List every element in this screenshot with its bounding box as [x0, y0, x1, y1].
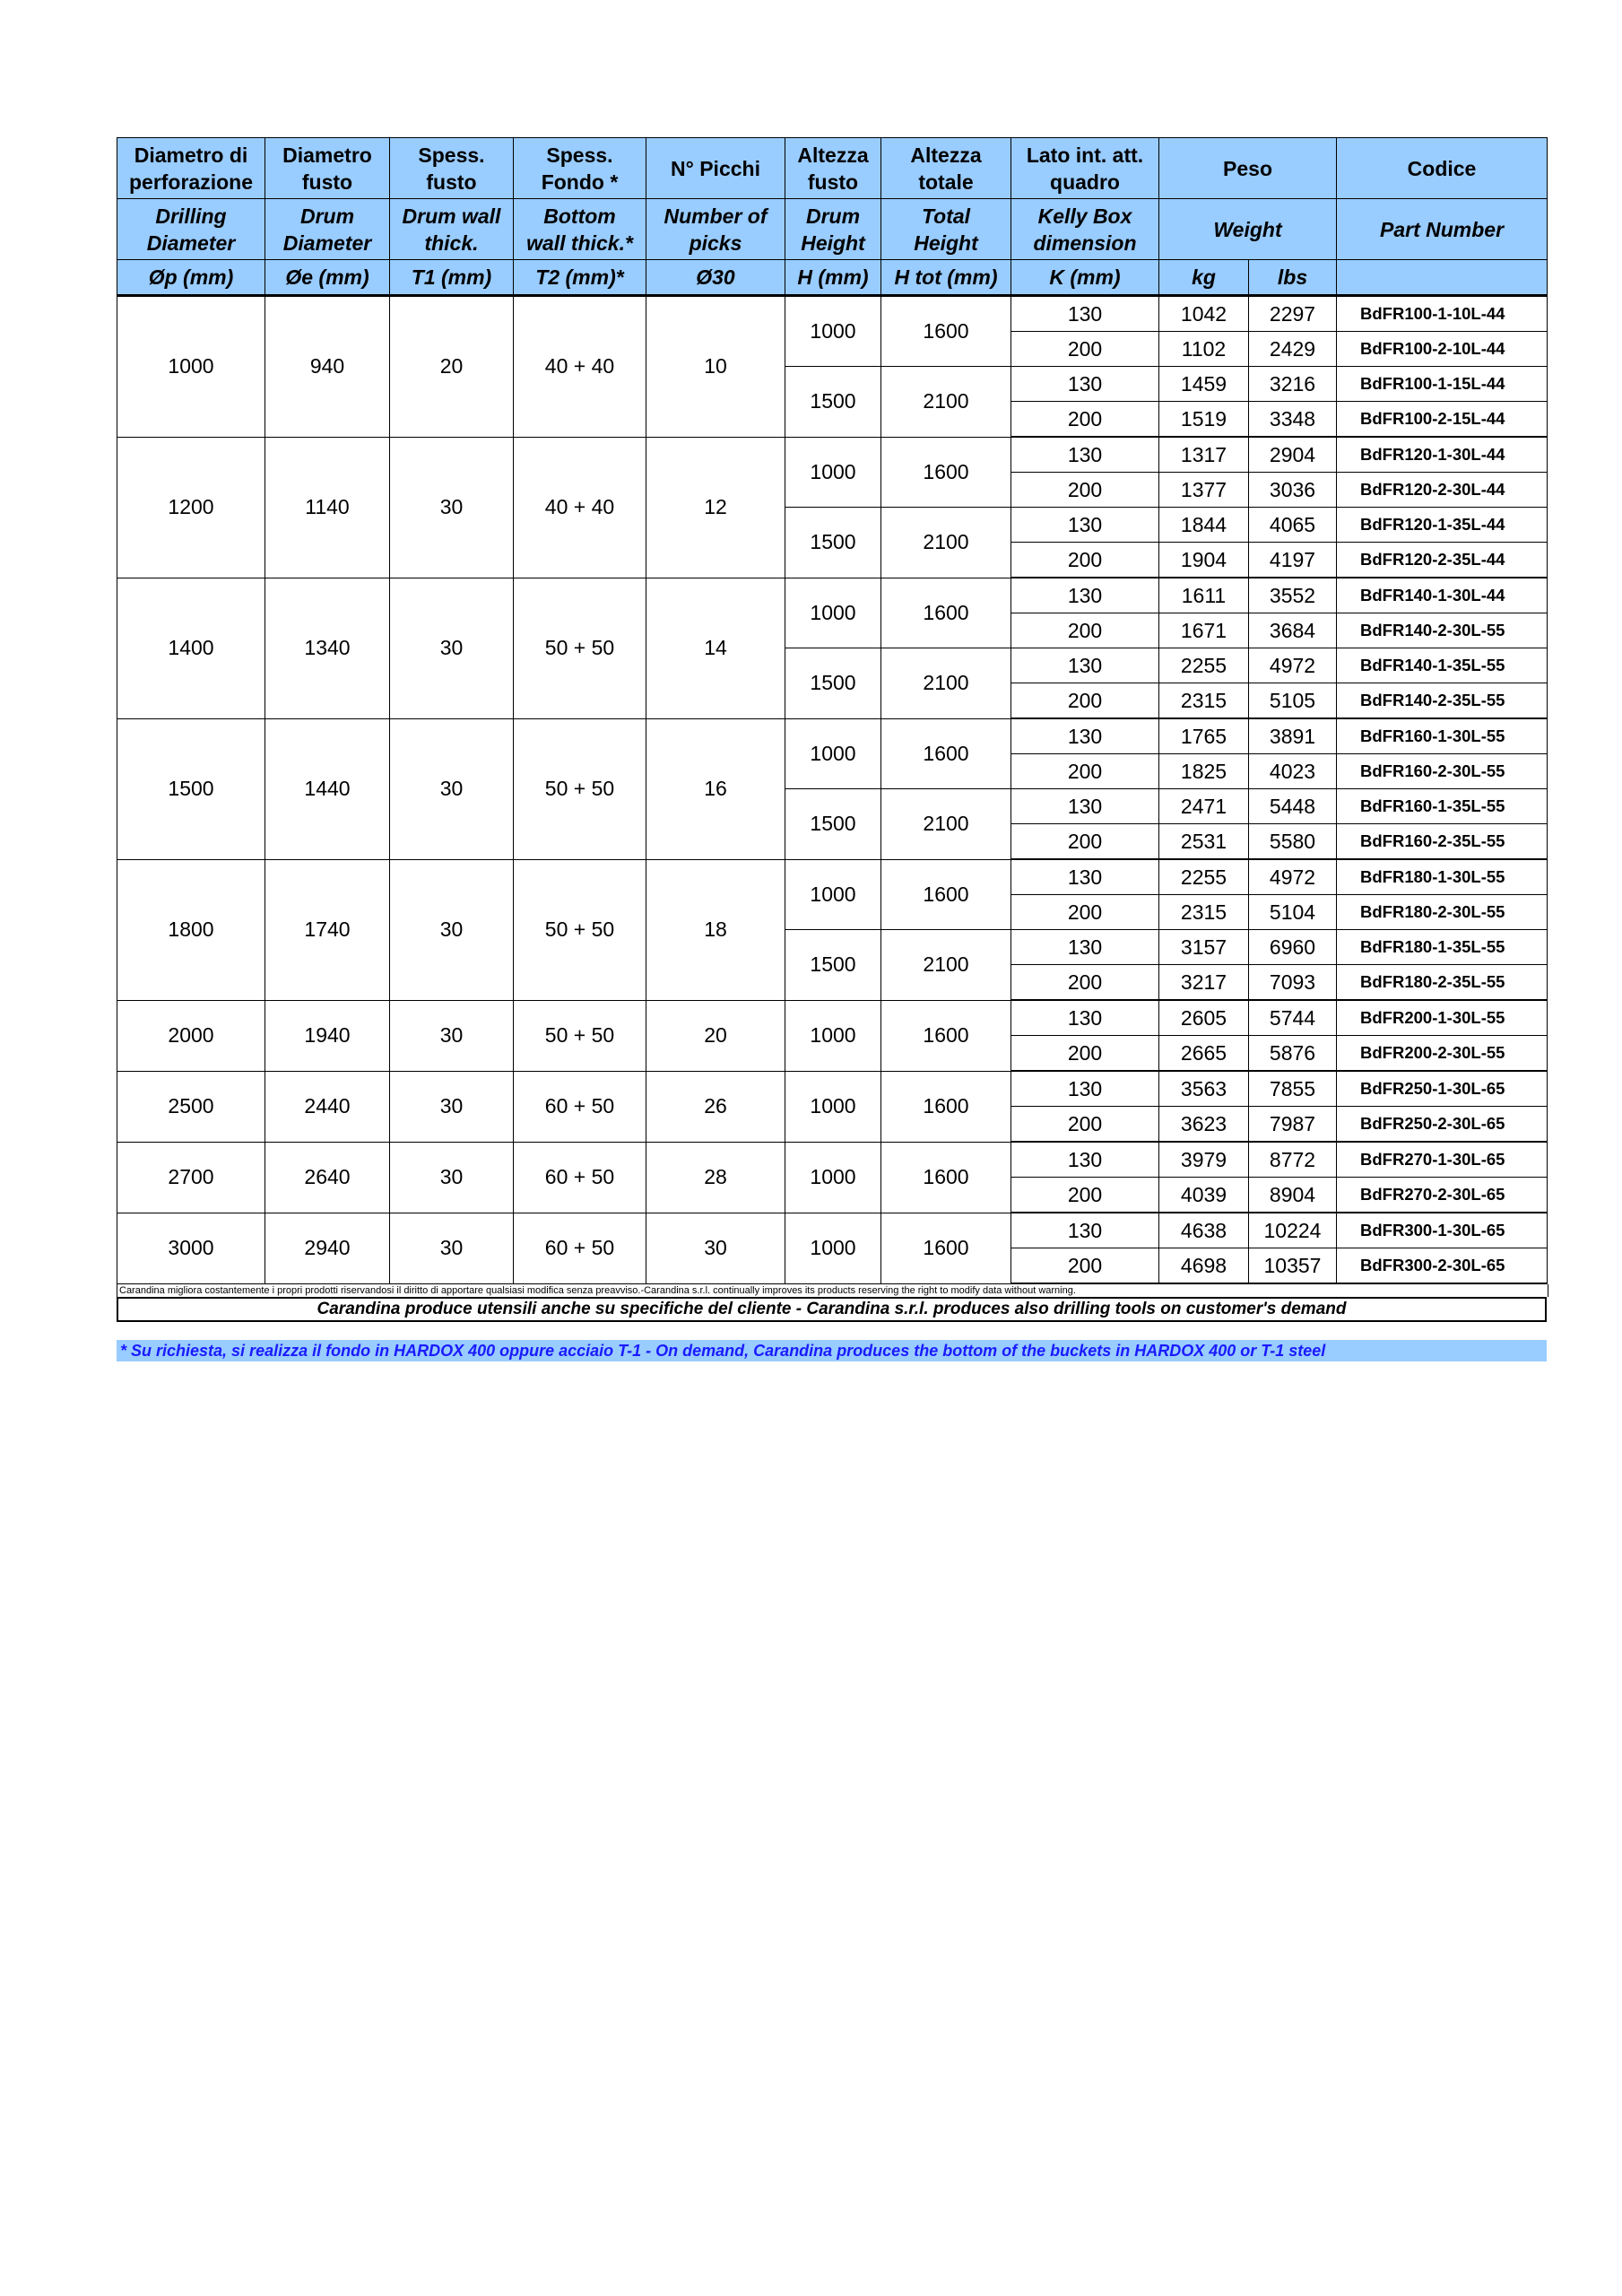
total-height-cell: 2100 [881, 648, 1011, 719]
weight-lbs-cell: 8904 [1249, 1178, 1337, 1213]
drum-diameter-cell: 940 [265, 296, 390, 438]
kelly-box-cell: 200 [1011, 473, 1159, 508]
weight-lbs-cell: 5105 [1249, 683, 1337, 719]
picks-cell: 10 [646, 296, 785, 438]
header-cell: Codice [1337, 138, 1548, 199]
weight-kg-cell: 1765 [1159, 718, 1249, 754]
kelly-box-cell: 200 [1011, 402, 1159, 438]
drilling-bucket-table [117, 137, 1548, 1284]
part-number-cell: BdFR300-2-30L-65 [1337, 1248, 1548, 1284]
drum-wall-thick-cell: 30 [390, 578, 514, 718]
part-number-cell: BdFR270-1-30L-65 [1337, 1142, 1548, 1178]
drilling-diameter-cell: 1000 [117, 296, 265, 438]
drum-height-cell: 1500 [785, 648, 881, 719]
unit-cell: Øe (mm) [265, 260, 390, 296]
weight-kg-cell: 2531 [1159, 824, 1249, 860]
drum-height-cell: 1000 [785, 578, 881, 648]
table-row [117, 437, 1548, 473]
drum-height-cell: 1000 [785, 1000, 881, 1071]
drilling-diameter-cell: 1500 [117, 718, 265, 859]
weight-lbs-cell: 10357 [1249, 1248, 1337, 1284]
total-height-cell: 2100 [881, 930, 1011, 1001]
unit-cell: lbs [1249, 260, 1337, 296]
drum-diameter-cell: 1140 [265, 437, 390, 578]
part-number-cell: BdFR140-2-35L-55 [1337, 683, 1548, 719]
unit-cell: Ø30 [646, 260, 785, 296]
weight-lbs-cell: 4065 [1249, 508, 1337, 543]
part-number-cell: BdFR180-1-30L-55 [1337, 859, 1548, 895]
table-row [117, 1000, 1548, 1036]
part-number-cell: BdFR100-2-10L-44 [1337, 332, 1548, 367]
kelly-box-cell: 200 [1011, 1107, 1159, 1143]
weight-lbs-cell: 8772 [1249, 1142, 1337, 1178]
weight-lbs-cell: 3036 [1249, 473, 1337, 508]
bottom-wall-thick-cell: 40 + 40 [514, 296, 646, 438]
weight-kg-cell: 4698 [1159, 1248, 1249, 1284]
total-height-cell: 2100 [881, 367, 1011, 438]
kelly-box-cell: 130 [1011, 367, 1159, 402]
weight-lbs-cell: 6960 [1249, 930, 1337, 965]
part-number-cell: BdFR160-2-30L-55 [1337, 754, 1548, 789]
drilling-diameter-cell: 1800 [117, 859, 265, 1000]
weight-lbs-cell: 5448 [1249, 789, 1337, 824]
header-cell: Drum Diameter [265, 199, 390, 260]
header-cell: N° Picchi [646, 138, 785, 199]
kelly-box-cell: 130 [1011, 859, 1159, 895]
kelly-box-cell: 130 [1011, 789, 1159, 824]
drum-height-cell: 1000 [785, 1142, 881, 1213]
kelly-box-cell: 200 [1011, 754, 1159, 789]
weight-lbs-cell: 7855 [1249, 1071, 1337, 1107]
header-cell: Peso [1159, 138, 1337, 199]
table-row [117, 1071, 1548, 1107]
drilling-diameter-cell: 1400 [117, 578, 265, 718]
drum-wall-thick-cell: 30 [390, 1142, 514, 1213]
picks-cell: 14 [646, 578, 785, 718]
picks-cell: 20 [646, 1000, 785, 1071]
part-number-cell: BdFR200-1-30L-55 [1337, 1000, 1548, 1036]
bottom-wall-thick-cell: 50 + 50 [514, 578, 646, 718]
header-cell: Lato int. att. quadro [1011, 138, 1159, 199]
drum-diameter-cell: 1440 [265, 718, 390, 859]
kelly-box-cell: 130 [1011, 1213, 1159, 1248]
part-number-cell: BdFR300-1-30L-65 [1337, 1213, 1548, 1248]
kelly-box-cell: 200 [1011, 1178, 1159, 1213]
drum-height-cell: 1500 [785, 508, 881, 578]
kelly-box-cell: 200 [1011, 1248, 1159, 1284]
drilling-diameter-cell: 2700 [117, 1142, 265, 1213]
header-cell: Drum Height [785, 199, 881, 260]
header-row-english [117, 199, 1548, 260]
weight-kg-cell: 3157 [1159, 930, 1249, 965]
weight-lbs-cell: 7987 [1249, 1107, 1337, 1143]
bottom-wall-thick-cell: 50 + 50 [514, 718, 646, 859]
part-number-cell: BdFR160-1-30L-55 [1337, 718, 1548, 754]
kelly-box-cell: 200 [1011, 965, 1159, 1001]
drum-diameter-cell: 2440 [265, 1071, 390, 1142]
part-number-cell: BdFR100-1-15L-44 [1337, 367, 1548, 402]
header-cell: Weight [1159, 199, 1337, 260]
kelly-box-cell: 200 [1011, 332, 1159, 367]
table-row [117, 1213, 1548, 1248]
header-cell: Kelly Box dimension [1011, 199, 1159, 260]
weight-lbs-cell: 3216 [1249, 367, 1337, 402]
unit-cell: T1 (mm) [390, 260, 514, 296]
weight-kg-cell: 2255 [1159, 859, 1249, 895]
weight-kg-cell: 2315 [1159, 895, 1249, 930]
weight-kg-cell: 1904 [1159, 543, 1249, 578]
total-height-cell: 1600 [881, 578, 1011, 648]
drum-height-cell: 1000 [785, 437, 881, 508]
drum-wall-thick-cell: 30 [390, 859, 514, 1000]
drum-wall-thick-cell: 30 [390, 1000, 514, 1071]
drum-wall-thick-cell: 30 [390, 437, 514, 578]
header-cell: Diametro di perforazione [117, 138, 265, 199]
total-height-cell: 1600 [881, 1142, 1011, 1213]
part-number-cell: BdFR180-1-35L-55 [1337, 930, 1548, 965]
bottom-wall-thick-cell: 60 + 50 [514, 1071, 646, 1142]
total-height-cell: 1600 [881, 437, 1011, 508]
kelly-box-cell: 130 [1011, 930, 1159, 965]
total-height-cell: 1600 [881, 1071, 1011, 1142]
spec-sheet [117, 137, 1547, 1361]
header-cell: Spess. Fondo * [514, 138, 646, 199]
kelly-box-cell: 200 [1011, 824, 1159, 860]
kelly-box-cell: 130 [1011, 648, 1159, 683]
header-cell: Number of picks [646, 199, 785, 260]
picks-cell: 28 [646, 1142, 785, 1213]
drilling-diameter-cell: 3000 [117, 1213, 265, 1283]
unit-cell: T2 (mm)* [514, 260, 646, 296]
drum-height-cell: 1000 [785, 1071, 881, 1142]
part-number-cell: BdFR140-2-30L-55 [1337, 613, 1548, 648]
header-cell: Part Number [1337, 199, 1548, 260]
drum-diameter-cell: 1340 [265, 578, 390, 718]
bottom-wall-thick-cell: 40 + 40 [514, 437, 646, 578]
drum-height-cell: 1000 [785, 718, 881, 789]
weight-kg-cell: 2605 [1159, 1000, 1249, 1036]
picks-cell: 18 [646, 859, 785, 1000]
bottom-wall-thick-cell: 60 + 50 [514, 1213, 646, 1283]
part-number-cell: BdFR250-1-30L-65 [1337, 1071, 1548, 1107]
weight-kg-cell: 2665 [1159, 1036, 1249, 1072]
part-number-cell: BdFR200-2-30L-55 [1337, 1036, 1548, 1072]
weight-kg-cell: 1459 [1159, 367, 1249, 402]
custom-spec-note: Carandina produce utensili anche su specifiche del cliente - Carandina s.r.l. produces also drilling tools on customer's demand [117, 1297, 1547, 1322]
table-row [117, 718, 1548, 754]
weight-kg-cell: 1671 [1159, 613, 1249, 648]
weight-lbs-cell: 3552 [1249, 578, 1337, 613]
weight-lbs-cell: 3684 [1249, 613, 1337, 648]
header-cell: Total Height [881, 199, 1011, 260]
header-cell: Diametro fusto [265, 138, 390, 199]
weight-lbs-cell: 2904 [1249, 437, 1337, 473]
part-number-cell: BdFR250-2-30L-65 [1337, 1107, 1548, 1143]
weight-kg-cell: 1519 [1159, 402, 1249, 438]
hardox-note: * Su richiesta, si realizza il fondo in HARDOX 400 oppure acciaio T-1 - On demand, Carandina produces the bottom of the buckets in HARDOX 400 or T-1 steel [117, 1340, 1547, 1361]
drum-height-cell: 1000 [785, 859, 881, 930]
total-height-cell: 2100 [881, 508, 1011, 578]
kelly-box-cell: 130 [1011, 508, 1159, 543]
total-height-cell: 1600 [881, 1000, 1011, 1071]
drum-height-cell: 1500 [785, 789, 881, 860]
weight-kg-cell: 3217 [1159, 965, 1249, 1001]
total-height-cell: 2100 [881, 789, 1011, 860]
drum-diameter-cell: 1940 [265, 1000, 390, 1071]
kelly-box-cell: 200 [1011, 613, 1159, 648]
unit-cell: H tot (mm) [881, 260, 1011, 296]
weight-kg-cell: 1611 [1159, 578, 1249, 613]
drilling-diameter-cell: 2000 [117, 1000, 265, 1071]
unit-cell: kg [1159, 260, 1249, 296]
unit-cell: K (mm) [1011, 260, 1159, 296]
unit-cell: Øp (mm) [117, 260, 265, 296]
header-cell: Bottom wall thick.* [514, 199, 646, 260]
part-number-cell: BdFR140-1-35L-55 [1337, 648, 1548, 683]
weight-lbs-cell: 10224 [1249, 1213, 1337, 1248]
kelly-box-cell: 130 [1011, 578, 1159, 613]
header-cell: Drum wall thick. [390, 199, 514, 260]
weight-lbs-cell: 5580 [1249, 824, 1337, 860]
part-number-cell: BdFR160-1-35L-55 [1337, 789, 1548, 824]
part-number-cell: BdFR270-2-30L-65 [1337, 1178, 1548, 1213]
weight-kg-cell: 1844 [1159, 508, 1249, 543]
weight-kg-cell: 2471 [1159, 789, 1249, 824]
weight-kg-cell: 4039 [1159, 1178, 1249, 1213]
bottom-wall-thick-cell: 60 + 50 [514, 1142, 646, 1213]
drilling-diameter-cell: 1200 [117, 437, 265, 578]
drum-height-cell: 1000 [785, 296, 881, 367]
table-row [117, 859, 1548, 895]
weight-lbs-cell: 3348 [1249, 402, 1337, 438]
kelly-box-cell: 200 [1011, 1036, 1159, 1072]
part-number-cell: BdFR100-1-10L-44 [1337, 296, 1548, 332]
weight-kg-cell: 2255 [1159, 648, 1249, 683]
part-number-cell: BdFR160-2-35L-55 [1337, 824, 1548, 860]
kelly-box-cell: 200 [1011, 683, 1159, 719]
part-number-cell: BdFR120-1-35L-44 [1337, 508, 1548, 543]
bottom-wall-thick-cell: 50 + 50 [514, 859, 646, 1000]
weight-kg-cell: 3623 [1159, 1107, 1249, 1143]
weight-lbs-cell: 4023 [1249, 754, 1337, 789]
weight-kg-cell: 1317 [1159, 437, 1249, 473]
drum-wall-thick-cell: 30 [390, 718, 514, 859]
kelly-box-cell: 130 [1011, 1142, 1159, 1178]
part-number-cell: BdFR120-1-30L-44 [1337, 437, 1548, 473]
header-cell: Altezza totale [881, 138, 1011, 199]
total-height-cell: 1600 [881, 1213, 1011, 1283]
picks-cell: 26 [646, 1071, 785, 1142]
weight-lbs-cell: 4972 [1249, 648, 1337, 683]
header-cell: Spess. fusto [390, 138, 514, 199]
weight-kg-cell: 4638 [1159, 1213, 1249, 1248]
weight-kg-cell: 1042 [1159, 296, 1249, 332]
header-row-italian [117, 138, 1548, 199]
total-height-cell: 1600 [881, 718, 1011, 789]
drum-wall-thick-cell: 30 [390, 1213, 514, 1283]
weight-lbs-cell: 5744 [1249, 1000, 1337, 1036]
drum-diameter-cell: 2940 [265, 1213, 390, 1283]
part-number-cell: BdFR180-2-35L-55 [1337, 965, 1548, 1001]
drum-height-cell: 1500 [785, 930, 881, 1001]
table-row [117, 578, 1548, 613]
weight-kg-cell: 1825 [1159, 754, 1249, 789]
weight-lbs-cell: 5104 [1249, 895, 1337, 930]
header-cell: Altezza fusto [785, 138, 881, 199]
part-number-cell: BdFR120-2-35L-44 [1337, 543, 1548, 578]
drilling-diameter-cell: 2500 [117, 1071, 265, 1142]
weight-lbs-cell: 4197 [1249, 543, 1337, 578]
weight-lbs-cell: 7093 [1249, 965, 1337, 1001]
weight-kg-cell: 3979 [1159, 1142, 1249, 1178]
part-number-cell: BdFR140-1-30L-44 [1337, 578, 1548, 613]
weight-kg-cell: 3563 [1159, 1071, 1249, 1107]
kelly-box-cell: 130 [1011, 718, 1159, 754]
total-height-cell: 1600 [881, 859, 1011, 930]
drum-wall-thick-cell: 20 [390, 296, 514, 438]
kelly-box-cell: 130 [1011, 1071, 1159, 1107]
header-row-units [117, 260, 1548, 296]
total-height-cell: 1600 [881, 296, 1011, 367]
kelly-box-cell: 200 [1011, 895, 1159, 930]
warning-note: Carandina migliora costantemente i propri prodotti riservandosi il diritto di apportare qualsiasi modifica senza preavviso.-Carandina s.r.l. continually improves its products reserving the right to modify data without warning. [117, 1284, 1548, 1297]
drum-diameter-cell: 2640 [265, 1142, 390, 1213]
unit-cell [1337, 260, 1548, 296]
weight-kg-cell: 2315 [1159, 683, 1249, 719]
drum-diameter-cell: 1740 [265, 859, 390, 1000]
kelly-box-cell: 200 [1011, 543, 1159, 578]
picks-cell: 30 [646, 1213, 785, 1283]
table-row [117, 1142, 1548, 1178]
weight-lbs-cell: 3891 [1249, 718, 1337, 754]
kelly-box-cell: 130 [1011, 296, 1159, 332]
bottom-wall-thick-cell: 50 + 50 [514, 1000, 646, 1071]
weight-kg-cell: 1102 [1159, 332, 1249, 367]
drum-wall-thick-cell: 30 [390, 1071, 514, 1142]
weight-lbs-cell: 4972 [1249, 859, 1337, 895]
table-row [117, 296, 1548, 332]
part-number-cell: BdFR180-2-30L-55 [1337, 895, 1548, 930]
part-number-cell: BdFR120-2-30L-44 [1337, 473, 1548, 508]
table-body [117, 296, 1548, 1284]
weight-lbs-cell: 2429 [1249, 332, 1337, 367]
picks-cell: 12 [646, 437, 785, 578]
drum-height-cell: 1500 [785, 367, 881, 438]
drum-height-cell: 1000 [785, 1213, 881, 1283]
part-number-cell: BdFR100-2-15L-44 [1337, 402, 1548, 438]
weight-lbs-cell: 2297 [1249, 296, 1337, 332]
kelly-box-cell: 130 [1011, 1000, 1159, 1036]
unit-cell: H (mm) [785, 260, 881, 296]
header-cell: Drilling Diameter [117, 199, 265, 260]
weight-lbs-cell: 5876 [1249, 1036, 1337, 1072]
kelly-box-cell: 130 [1011, 437, 1159, 473]
picks-cell: 16 [646, 718, 785, 859]
weight-kg-cell: 1377 [1159, 473, 1249, 508]
